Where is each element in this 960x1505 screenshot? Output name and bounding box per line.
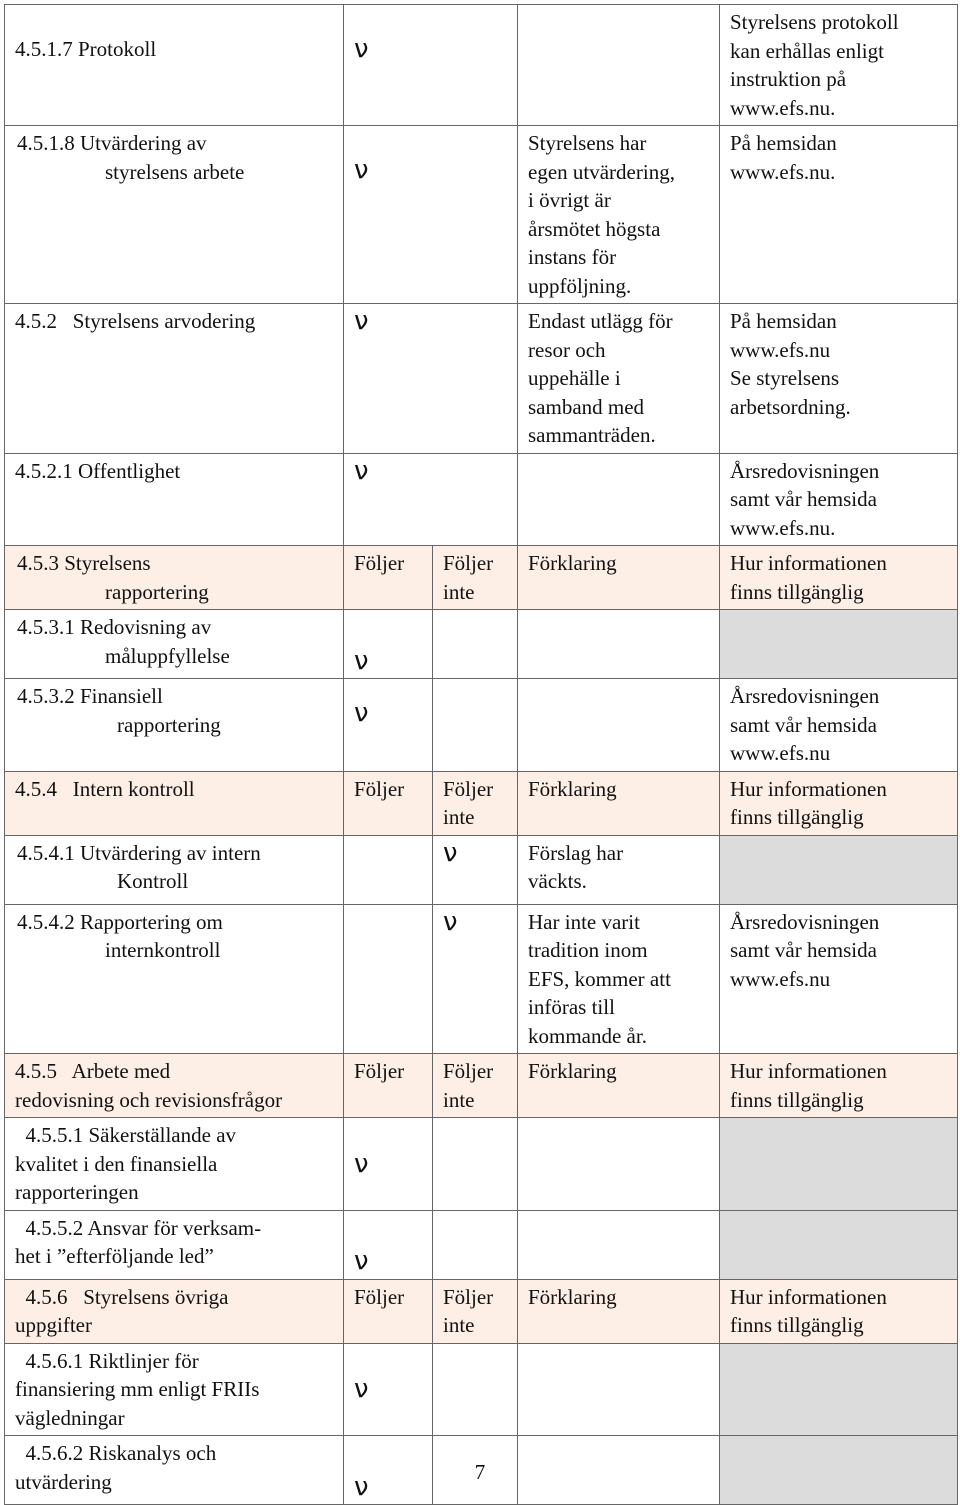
row-label: 4.5.3.1 Redovisning av måluppfyllelse — [5, 610, 344, 679]
info-cell: Styrelsens protokoll kan erhållas enligt instruktion på www.efs.nu. — [720, 5, 958, 126]
section-header-row — [5, 1054, 958, 1118]
row-label: 4.5.2 Styrelsens arvodering — [5, 304, 344, 454]
row-label: 4.5.3.2 Finansiell rapportering — [5, 679, 344, 772]
explanation-cell — [518, 679, 720, 772]
explanation-header: Förklaring — [518, 546, 720, 610]
check-mark: ν — [344, 610, 433, 679]
explanation-header: Förklaring — [518, 1279, 720, 1343]
not-follows-header: Följer inte — [433, 1054, 518, 1118]
info-cell — [720, 1210, 958, 1279]
row-label: 4.5.1.8 Utvärdering av styrelsens arbete — [5, 126, 344, 304]
info-header: Hur informationen finns tillgänglig — [720, 771, 958, 835]
not-follows-header: Följer inte — [433, 546, 518, 610]
not-follows-cell — [433, 1118, 518, 1211]
section-header-row — [5, 546, 958, 610]
info-header: Hur informationen finns tillgänglig — [720, 1054, 958, 1118]
info-header: Hur informationen finns tillgänglig — [720, 546, 958, 610]
not-follows-cell — [433, 679, 518, 772]
explanation-cell — [518, 1118, 720, 1211]
check-mark: ν — [344, 5, 518, 126]
check-mark: ν — [344, 126, 518, 304]
explanation-header: Förklaring — [518, 771, 720, 835]
not-follows-cell — [433, 1343, 518, 1436]
check-mark: ν — [433, 904, 518, 1054]
table-row — [5, 1118, 958, 1211]
check-mark: ν — [433, 835, 518, 904]
info-cell — [720, 835, 958, 904]
section-title: 4.5.6 Styrelsens övriga uppgifter — [5, 1279, 344, 1343]
check-mark: ν — [344, 1210, 433, 1279]
table-row — [5, 304, 958, 454]
info-cell: Årsredovisningen samt vår hemsida www.efs.nu — [720, 904, 958, 1054]
not-follows-cell — [433, 610, 518, 679]
explanation-cell — [518, 5, 720, 126]
info-cell: Årsredovisningen samt vår hemsida www.efs.nu. — [720, 453, 958, 546]
row-label: 4.5.4.1 Utvärdering av intern Kontroll — [5, 835, 344, 904]
table-row — [5, 1343, 958, 1436]
info-cell — [720, 1118, 958, 1211]
section-title: 4.5.3 Styrelsens rapportering — [5, 546, 344, 610]
check-mark: ν — [344, 304, 518, 454]
follows-header: Följer — [344, 1279, 433, 1343]
explanation-cell: Förslag har väckts. — [518, 835, 720, 904]
table-row — [5, 1210, 958, 1279]
explanation-cell — [518, 1210, 720, 1279]
explanation-cell — [518, 610, 720, 679]
explanation-cell: Har inte varit tradition inom EFS, kommer att införas till kommande år. — [518, 904, 720, 1054]
follows-header: Följer — [344, 546, 433, 610]
page-number: 7 — [474, 1460, 486, 1484]
follows-cell — [344, 835, 433, 904]
section-header-row — [5, 771, 958, 835]
explanation-header: Förklaring — [518, 1054, 720, 1118]
info-cell: Årsredovisningen samt vår hemsida www.efs.nu — [720, 679, 958, 772]
info-cell: På hemsidan www.efs.nu. — [720, 126, 958, 304]
check-mark: ν — [344, 1118, 433, 1211]
table-row — [5, 835, 958, 904]
explanation-cell: Endast utlägg för resor och uppehälle i samband med sammanträden. — [518, 304, 720, 454]
follows-header: Följer — [344, 1054, 433, 1118]
follows-cell — [344, 904, 433, 1054]
row-label: 4.5.5.2 Ansvar för verksam- het i ”efterföljande led” — [5, 1210, 344, 1279]
table-row — [5, 453, 958, 546]
info-cell — [720, 610, 958, 679]
info-cell: På hemsidan www.efs.nu Se styrelsens arbetsordning. — [720, 304, 958, 454]
info-cell — [720, 1343, 958, 1436]
check-mark: ν — [344, 1436, 433, 1505]
section-title: 4.5.5 Arbete med redovisning och revisionsfrågor — [5, 1054, 344, 1118]
row-label: 4.5.5.1 Säkerställande av kvalitet i den finansiella rapporteringen — [5, 1118, 344, 1211]
explanation-cell — [518, 453, 720, 546]
row-label: 4.5.6.1 Riktlinjer för finansiering mm enligt FRIIs vägledningar — [5, 1343, 344, 1436]
table-row — [5, 679, 958, 772]
check-mark: ν — [344, 1343, 433, 1436]
explanation-cell: Styrelsens har egen utvärdering, i övrigt är årsmötet högsta instans för uppföljning. — [518, 126, 720, 304]
table-row — [5, 126, 958, 304]
check-mark: ν — [344, 679, 433, 772]
check-mark: ν — [344, 453, 518, 546]
explanation-cell — [518, 1343, 720, 1436]
section-header-row — [5, 1279, 958, 1343]
row-label: 4.5.6.2 Riskanalys och utvärdering — [5, 1436, 344, 1505]
not-follows-header: Följer inte — [433, 771, 518, 835]
info-header: Hur informationen finns tillgänglig — [720, 1279, 958, 1343]
table-row — [5, 904, 958, 1054]
row-label: 4.5.2.1 Offentlighet — [5, 453, 344, 546]
not-follows-header: Följer inte — [433, 1279, 518, 1343]
table-row — [5, 5, 958, 126]
follows-header: Följer — [344, 771, 433, 835]
governance-code-table — [4, 4, 958, 1505]
section-title: 4.5.4 Intern kontroll — [5, 771, 344, 835]
table-row — [5, 610, 958, 679]
row-label: 4.5.1.7 Protokoll — [5, 5, 344, 126]
row-label: 4.5.4.2 Rapportering om internkontroll — [5, 904, 344, 1054]
not-follows-cell — [433, 1210, 518, 1279]
